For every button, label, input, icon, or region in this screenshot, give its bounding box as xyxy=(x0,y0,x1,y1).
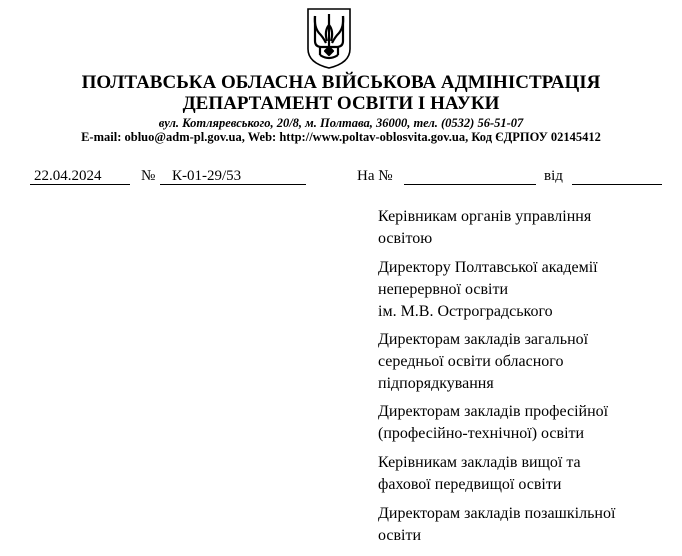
recipient-line: освіти xyxy=(378,527,422,544)
trident-icon xyxy=(306,7,352,70)
contacts-line: E-mail: obluo@adm-pl.gov.ua, Web: http://www.poltav-oblosvita.gov.ua, Код ЄДРПОУ 02145412 xyxy=(81,130,601,144)
recipient-line: підпорядкування xyxy=(378,375,494,392)
number-underline xyxy=(160,184,306,185)
number-label: № xyxy=(141,168,156,184)
recipient-5 xyxy=(378,452,678,496)
recipient-line: середньої освіти обласного xyxy=(378,353,564,370)
recipient-line: Директорам закладів позашкільної xyxy=(378,505,616,522)
org-name-line1: ПОЛТАВСЬКА ОБЛАСНА ВІЙСЬКОВА АДМІНІСТРАЦІЯ xyxy=(81,72,601,93)
recipient-line: Керівникам закладів вищої та xyxy=(378,454,581,471)
recipient-line: ім. М.В. Остроградського xyxy=(378,303,553,320)
from-label: від xyxy=(544,168,563,184)
recipient-line: Директорам закладів професійної xyxy=(378,403,609,420)
recipient-3 xyxy=(378,329,678,395)
reply-number-underline xyxy=(404,184,536,185)
recipient-2 xyxy=(378,257,678,323)
recipient-line: Керівникам органів управління xyxy=(378,208,592,225)
from-date-underline xyxy=(572,184,662,185)
recipient-line: освітою xyxy=(378,230,433,247)
recipient-6 xyxy=(378,503,678,547)
recipient-line: Директорам закладів загальної xyxy=(378,331,589,348)
letter-number: К-01-29/53 xyxy=(172,168,242,184)
recipient-line: фахової передвищої освіти xyxy=(378,476,562,493)
address-line xyxy=(0,116,682,130)
recipient-line: Директору Полтавської академії xyxy=(378,259,598,276)
reply-number-label: На № xyxy=(357,168,393,184)
recipient-line: (професійно-технічної) освіти xyxy=(378,425,585,442)
org-name-line2: ДЕПАРТАМЕНТ ОСВІТИ І НАУКИ xyxy=(182,93,500,114)
state-emblem xyxy=(306,7,352,70)
recipient-4 xyxy=(378,401,678,445)
recipient-line: неперервної освіти xyxy=(378,281,509,298)
address-text: вул. Котляревського, 20/8, м. Полтава, 36000, тел. (0532) 56-51-07 xyxy=(158,116,524,130)
letter-date: 22.04.2024 xyxy=(34,168,102,184)
recipient-1 xyxy=(378,206,678,250)
date-underline xyxy=(30,184,130,185)
